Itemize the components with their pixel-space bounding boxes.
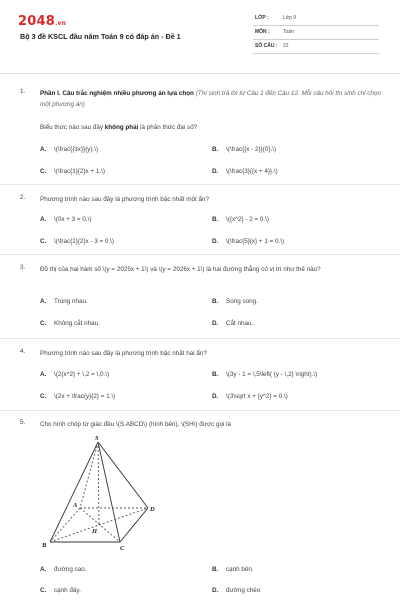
header [0, 0, 400, 62]
option-2c[interactable] [40, 238, 114, 245]
option-letter: C. [40, 587, 47, 594]
option-3b[interactable] [212, 298, 258, 305]
question-text-bold: không phải [104, 124, 139, 131]
option-3a[interactable] [40, 298, 88, 305]
question-text-part: là phân thức đại số? [138, 124, 198, 131]
logo-main: 2048 [18, 14, 55, 29]
part-header [40, 88, 385, 110]
option-3c[interactable] [40, 320, 100, 327]
label-d: D [150, 506, 155, 513]
option-text: Song song. [226, 298, 258, 305]
height-sh [98, 442, 99, 525]
option-letter: D. [212, 168, 219, 175]
option-1a[interactable] [40, 146, 98, 153]
option-letter: A. [40, 216, 47, 223]
option-1b[interactable] [212, 146, 276, 153]
option-text: \(3\sqrt x + {y^2} = 0.\) [226, 393, 288, 400]
option-text: \(\frac{1}{2}x - 3 = 0.\) [54, 238, 115, 245]
option-2d[interactable] [212, 238, 284, 245]
option-letter: A. [40, 298, 47, 305]
meta-count [253, 40, 379, 54]
option-letter: B. [212, 216, 219, 223]
edge-sa [80, 442, 98, 508]
option-letter: C. [40, 168, 47, 175]
option-4c[interactable] [40, 393, 115, 400]
question-divider [0, 410, 400, 411]
option-text: \(\frac{{x - 2}}{0}.\) [226, 146, 277, 153]
meta-subject-value: Toán [283, 29, 294, 35]
option-letter: D. [212, 393, 219, 400]
part-title: Phần I. Câu trắc nghiệm nhiều phương án lựa chọn [40, 90, 194, 97]
option-letter: D. [212, 238, 219, 245]
option-letter: A. [40, 566, 47, 573]
meta-count-value: 22 [283, 43, 289, 49]
option-text: \(3y - 1 = \,5\left( {y - \,2} \right).\) [226, 371, 318, 378]
option-1d[interactable] [212, 168, 278, 175]
option-letter: B. [212, 371, 219, 378]
option-letter: D. [212, 587, 219, 594]
pyramid-figure [36, 432, 166, 556]
header-divider [0, 73, 400, 74]
question-text: Đồ thị của hai hàm số \(y = 2025x + 1\) và \(y = 2026x + 1\) là hai đường thẳng có vị trí như thế nào? [40, 266, 321, 273]
question-number: 2. [20, 194, 26, 201]
option-4a[interactable] [40, 371, 109, 378]
option-4b[interactable] [212, 371, 317, 378]
meta-class-value: Lớp 9 [283, 15, 297, 21]
question-number: 1. [20, 88, 26, 95]
option-4d[interactable] [212, 393, 288, 400]
question-number: 4. [20, 348, 26, 355]
meta-class-key: LỚP : [255, 15, 269, 21]
option-letter: B. [212, 146, 219, 153]
question-divider [0, 254, 400, 255]
option-text: đường chéo [226, 587, 261, 594]
option-text: Không cắt nhau. [54, 320, 100, 327]
option-letter: A. [40, 146, 47, 153]
meta-subject-key: MÔN : [255, 29, 270, 35]
question-text: Phương trình nào sau đây là phương trình bậc nhất hai ẩn? [40, 350, 207, 357]
option-text: Trùng nhau. [54, 298, 88, 305]
option-2b[interactable] [212, 216, 269, 223]
option-letter: D. [212, 320, 219, 327]
option-5c[interactable] [40, 587, 81, 594]
option-letter: C. [40, 320, 47, 327]
option-1c[interactable] [40, 168, 105, 175]
option-text: \(2x + \frac{y}{2} = 1.\) [54, 393, 116, 400]
option-text: đường cao. [54, 566, 87, 573]
option-3d[interactable] [212, 320, 253, 327]
site-logo[interactable] [18, 14, 66, 29]
option-letter: B. [212, 566, 219, 573]
edge-sb [50, 442, 98, 542]
label-a: A [73, 502, 78, 509]
option-5d[interactable] [212, 587, 260, 594]
option-letter: C. [40, 393, 47, 400]
question-divider [0, 184, 400, 185]
label-s: S [95, 435, 99, 442]
option-letter: C. [40, 238, 47, 245]
option-text: \(2{x^2} + \,2 = \,0.\) [54, 371, 110, 378]
option-text: \(\frac{3}{{x + 4}}.\) [226, 168, 278, 175]
question-text [40, 122, 385, 133]
question-text-part: Biểu thức nào sau đây [40, 124, 105, 131]
option-text: \(\frac{{3x}}{y}.\) [54, 146, 99, 153]
option-letter: A. [40, 371, 47, 378]
option-5a[interactable] [40, 566, 87, 573]
question-text: Cho hình chóp tứ giác đều \(S.ABCD\) (hình bên), \(SH\) được gọi là [40, 421, 232, 428]
diagonal-bd [50, 508, 148, 542]
meta-subject [253, 26, 379, 40]
question-number: 5. [20, 419, 26, 426]
option-2a[interactable] [40, 216, 91, 223]
meta-count-key: SỐ CÂU : [255, 43, 278, 49]
document-title: Bộ 3 đề KSCL đầu năm Toán 9 có đáp án - Đề 1 [20, 32, 181, 41]
part-note: (Thí sinh trả lời từ Câu 1 đến Câu 12. Mỗi câu hỏi thí sinh chỉ chọn một phương án) [40, 90, 381, 108]
option-text: \(\frac{1}{2}x + 1.\) [54, 168, 105, 175]
label-h: H [92, 528, 98, 535]
question-divider [0, 338, 400, 339]
label-b: B [42, 542, 47, 549]
option-text: \(\frac{5}{x} + 1 = 0.\) [226, 238, 285, 245]
option-text: cạnh bên. [226, 566, 254, 573]
edge-ab [50, 508, 80, 542]
logo-suffix: .vn [54, 20, 67, 27]
label-c: C [120, 545, 125, 552]
option-text: \({x^2} - 2 = 0.\) [226, 216, 270, 223]
question-text: Phương trình nào sau đây là phương trình bậc nhất một ẩn? [40, 196, 209, 203]
option-letter: B. [212, 298, 219, 305]
question-number: 3. [20, 264, 26, 271]
option-text: cạnh đáy. [54, 587, 81, 594]
option-5b[interactable] [212, 566, 254, 573]
option-text: \(0x + 3 = 0.\) [54, 216, 92, 223]
option-text: Cắt nhau. [226, 320, 254, 327]
meta-class [253, 12, 379, 26]
